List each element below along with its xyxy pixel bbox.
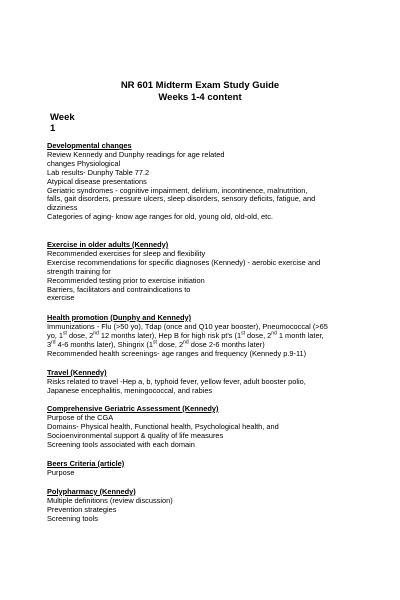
section-line: Categories of aging- know age ranges for old, young old, old-old, etc. — [47, 212, 273, 222]
section-beers-criteria — [47, 460, 357, 478]
section-line: Geriatric syndromes - cognitive impairment, delirium, incontinence, malnutrition, — [47, 185, 308, 195]
section-line: Recommended health screenings- age ranges and frequency (Kennedy p.9-11) — [47, 348, 307, 358]
section-line: Screening tools — [47, 513, 98, 523]
section-line: yo, 1st dose, 2nd 12 months later), Hep B for high risk pt's (1st dose, 2nd 1 month later, — [47, 330, 324, 340]
section-line: Barriers, facilitators and contraindications to — [47, 284, 191, 294]
section-heading: Beers Criteria (article) — [47, 459, 125, 468]
section-line: Recommended testing prior to exercise initiation — [47, 275, 205, 285]
document-title: NR 601 Midterm Exam Study Guide — [120, 80, 280, 91]
section-line: Purpose of the CGA — [47, 412, 114, 422]
section-line: Prevention strategies — [47, 504, 117, 514]
section-polypharmacy — [47, 488, 357, 524]
section-line: falls, gait disorders, pressure ulcers, sleep disorders, sensory deficits, fatigue, and — [47, 194, 316, 204]
section-heading: Developmental changes — [47, 141, 132, 150]
section-line: Risks related to travel -Hep a, b, typhoid fever, yellow fever, adult booster polio, — [47, 376, 306, 386]
section-line: exercise — [47, 293, 75, 303]
section-heading: Health promotion (Dunphy and Kennedy) — [47, 313, 192, 322]
section-health-promotion — [47, 314, 357, 359]
week-label: Week — [50, 112, 75, 123]
section-line: Atypical disease presentations — [47, 176, 147, 186]
section-line: strength training for — [47, 266, 111, 276]
section-line: changes Physiological — [47, 158, 121, 168]
section-line: Japanese encephalitis, meningococcal, and rabies — [47, 385, 213, 395]
section-line: 3rd 4-6 months later), Shingrix (1st dose, 2nd dose 2-6 months later) — [47, 339, 265, 349]
section-heading: Exercise in older adults (Kennedy) — [47, 240, 169, 249]
section-line: Review Kennedy and Dunphy readings for age related — [47, 149, 225, 159]
section-heading: Polypharmacy (Kennedy) — [47, 487, 136, 496]
section-cga — [47, 405, 357, 450]
section-heading: Travel (Kennedy) — [47, 368, 107, 377]
section-line: Recommended exercises for sleep and flexibility — [47, 248, 206, 258]
document-subtitle: Weeks 1-4 content — [158, 92, 242, 103]
week-number: 1 — [50, 123, 56, 134]
section-line: Screening tools associated with each domain — [47, 439, 195, 449]
section-line: Immunizations - Flu (>50 yo), Tdap (once and Q10 year booster), Pneumococcal (>65 — [47, 321, 328, 331]
section-line: Exercise recommendations for specific diagnoses (Kennedy) - aerobic exercise and — [47, 257, 321, 267]
section-line: Domains- Physical health, Functional health, Psychological health, and — [47, 421, 279, 431]
section-heading: Comprehensive Geriatric Assessment (Kennedy) — [47, 404, 219, 413]
section-line: Multiple definitions (review discussion) — [47, 495, 173, 505]
section-travel — [47, 369, 357, 396]
section-developmental-changes — [47, 142, 357, 222]
section-exercise — [47, 241, 357, 303]
section-line: dizziness — [47, 203, 78, 213]
section-line: Lab results- Dunphy Table 77.2 — [47, 167, 150, 177]
section-line: Purpose — [47, 467, 75, 477]
section-line: Socioenvironmental support & quality of life measures — [47, 430, 224, 440]
